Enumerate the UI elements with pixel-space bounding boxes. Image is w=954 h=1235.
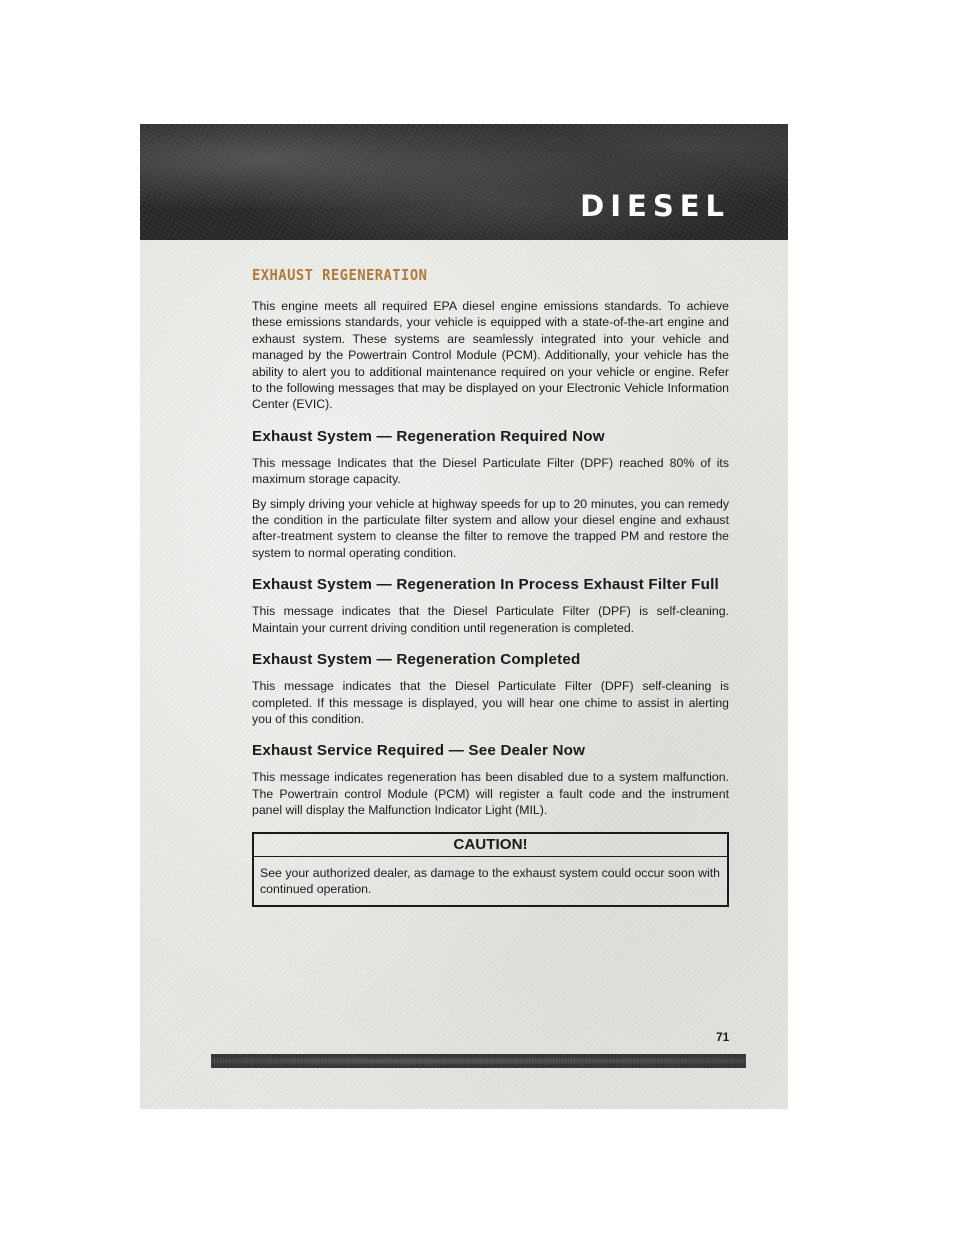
page-number: 71 [716, 1030, 730, 1044]
paragraph: This message Indicates that the Diesel Particulate Filter (DPF) reached 80% of its maximum storage capacity. [252, 455, 729, 487]
intro-paragraph: This engine meets all required EPA diesel engine emissions standards. To achieve these emissions standards, your vehicle is equipped with a state-of-the-art engine and exhaust system. These systems are seamlessly integrated into your vehicle and managed by the Powertrain Control Module (PCM). Additionally, your vehicle has the ability to alert you to additional maintenance required on your vehicle or engine. Refer to the following messages that may be displayed on your Electronic Vehicle Information Center (EVIC). [252, 299, 729, 412]
chapter-title: DIESEL [580, 189, 730, 223]
page-content [252, 266, 729, 907]
subsection-heading-regeneration-in-process: Exhaust System — Regeneration In Process Exhaust Filter Full [252, 576, 719, 594]
caution-box [252, 832, 729, 908]
section-title: EXHAUST REGENERATION [252, 266, 428, 284]
subsection-heading-regeneration-required: Exhaust System — Regeneration Required Now [252, 427, 605, 445]
footer-bar [211, 1054, 746, 1068]
subsection-heading-regeneration-completed: Exhaust System — Regeneration Completed [252, 651, 581, 669]
caution-body [254, 857, 727, 906]
caution-text: See your authorized dealer, as damage to the exhaust system could occur soon with continued operation. [260, 865, 720, 896]
subsection-heading-service-required: Exhaust Service Required — See Dealer Now [252, 742, 586, 760]
manual-page [140, 124, 788, 1109]
header-banner [140, 124, 788, 240]
paragraph: This message indicates that the Diesel Particulate Filter (DPF) is self-cleaning. Maintain your current driving condition until regeneration is completed. [252, 604, 729, 635]
paragraph: This message indicates that the Diesel Particulate Filter (DPF) self-cleaning is completed. If this message is displayed, you will hear one chime to assist in alerting you of this condition. [252, 679, 729, 726]
paragraph: This message indicates regeneration has been disabled due to a system malfunction. The Powertrain control Module (PCM) will register a fault code and the instrument panel will display the Malfunction Indicator Light (MIL). [252, 770, 729, 818]
paragraph: By simply driving your vehicle at highway speeds for up to 20 minutes, you can remedy the condition in the particulate filter system and allow your diesel engine and exhaust after-treatment system to cleanse the filter to remove the trapped PM and restore the system to normal operating condition. [252, 496, 729, 560]
caution-title: CAUTION! [254, 834, 727, 857]
